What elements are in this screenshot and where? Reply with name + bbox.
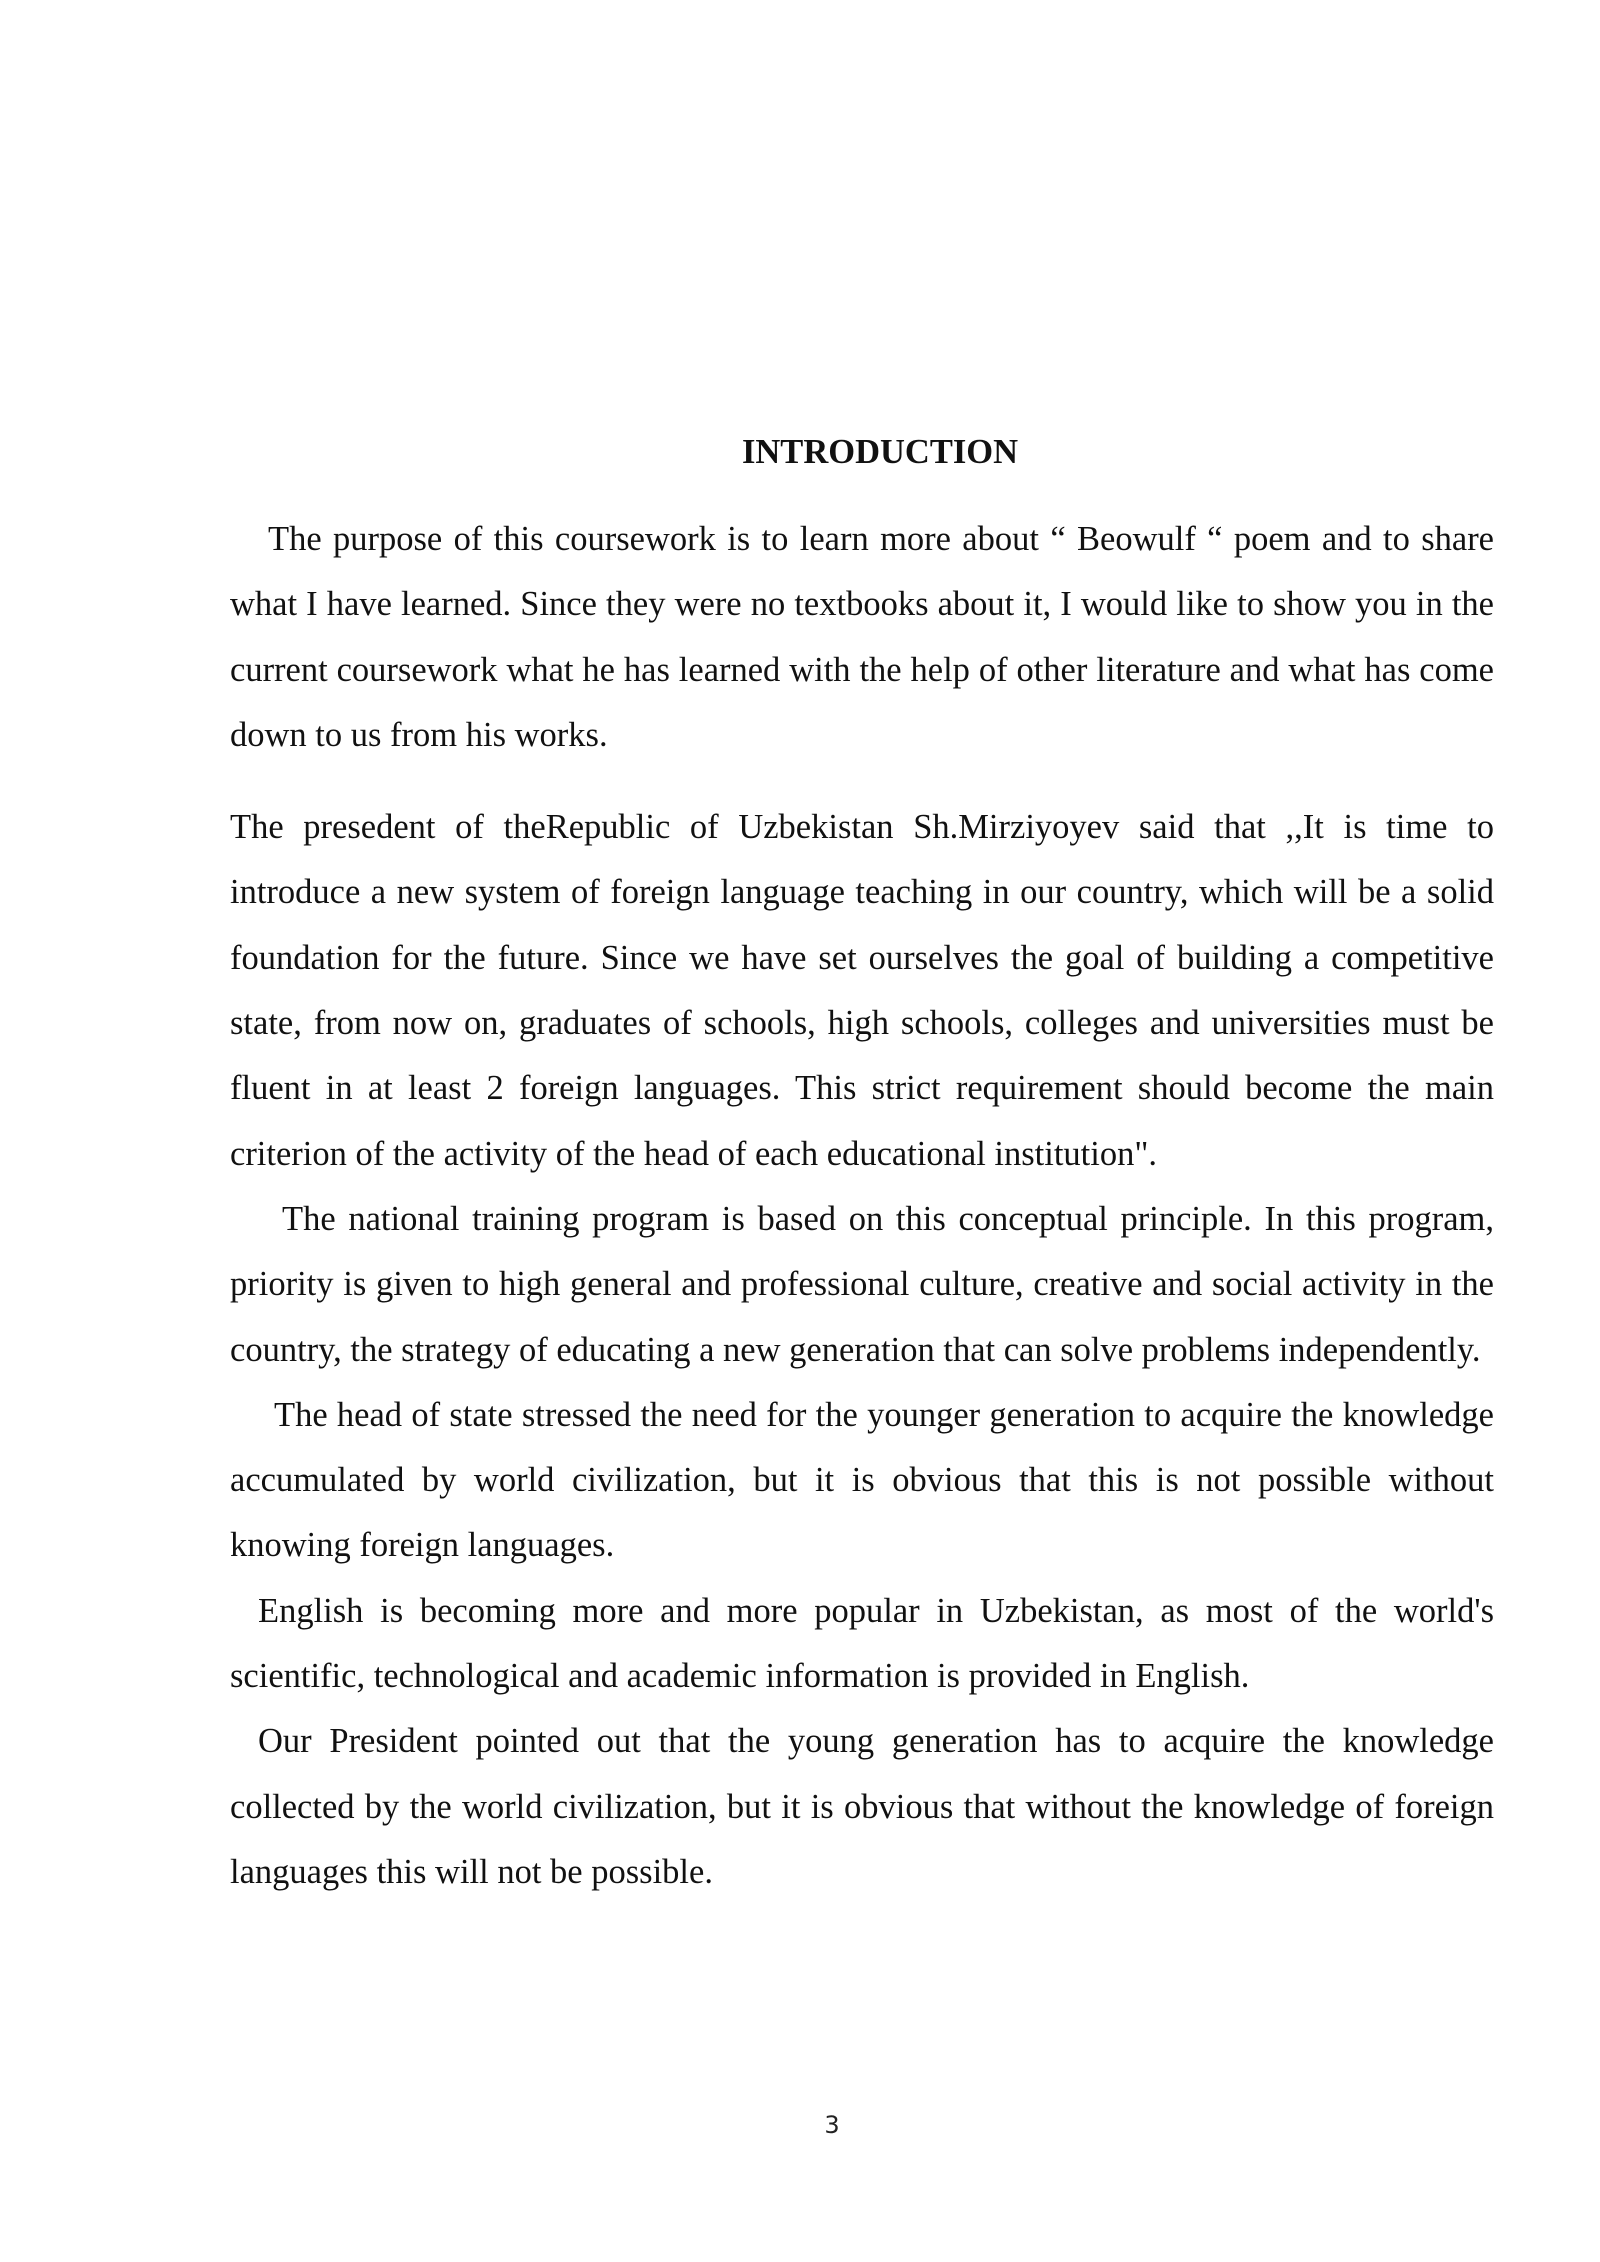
paragraph-head-of-state: The head of state stressed the need for the younger generation to acquire the knowledge accumulated by world civilization, but it is obvious that this is not possible without knowing foreign languages. — [230, 1395, 1494, 1565]
paragraph-national-program: The national training program is based on this conceptual principle. In this program, priority is given to high general and professional culture, creative and social activity in the country, the strategy of educating a new generation that can solve problems independently. — [230, 1199, 1494, 1369]
page-body — [230, 422, 1494, 1905]
paragraph-purpose: The purpose of this coursework is to learn more about “ Beowulf “ poem and to share what I have learned. Since they were no textbooks about it, I would like to show you in the current coursework what he has learned with the help of other literature and what has come down to us from his works. — [230, 520, 1494, 754]
section-title: INTRODUCTION — [741, 433, 1019, 471]
page-number: 3 — [824, 2111, 840, 2139]
paragraph-president-quote: The presedent of theRepublic of Uzbekistan Sh.Mirziyoyev said that ,,It is time to introduce a new system of foreign language teaching in our country, which will be a solid foundation for the future. Since we have set ourselves the goal of building a competitive state, from now on, graduates of schools, high schools, colleges and universities must be fluent in at least 2 foreign languages. This strict requirement should become the main criterion of the activity of the head of each educational institution". — [230, 808, 1494, 1173]
paragraph-english-popularity: English is becoming more and more popular in Uzbekistan, as most of the world's scientific, technological and academic information is provided in English. — [230, 1591, 1494, 1696]
paragraph-president-knowledge: Our President pointed out that the young generation has to acquire the knowledge collected by the world civilization, but it is obvious that without the knowledge of foreign languages this will not be possible. — [230, 1722, 1494, 1891]
